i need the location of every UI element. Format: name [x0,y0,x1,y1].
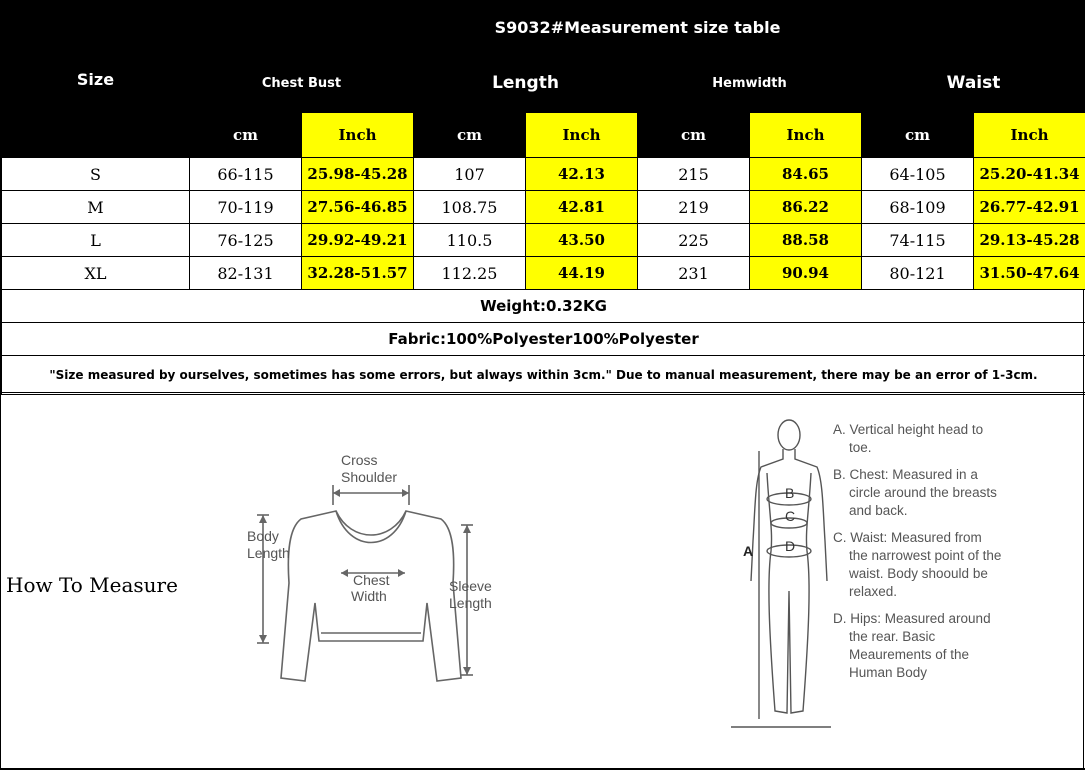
size-cell: M [2,191,190,224]
hem-cm-cell: 215 [638,158,750,191]
weight-text: Weight:0.32KG [2,290,1085,323]
table-title: S9032#Measurement size table [190,1,1085,54]
waist-inch-cell: 31.50-47.64 [974,257,1085,290]
table-row [2,257,1085,290]
unit-cm: cm [638,113,750,158]
size-table [1,0,1085,395]
length-inch-cell: 43.50 [526,224,638,257]
body-length-label-1: Body [247,528,279,544]
waist-inch-cell: 25.20-41.34 [974,158,1085,191]
chest-inch-cell: 32.28-51.57 [302,257,414,290]
unit-cm: cm [190,113,302,158]
length-cm-cell: 107 [414,158,526,191]
unit-cm: cm [862,113,974,158]
sleeve-length-label-1: Sleeve [449,578,492,594]
length-inch-cell: 44.19 [526,257,638,290]
hem-inch-cell: 84.65 [750,158,862,191]
length-cm-cell: 112.25 [414,257,526,290]
table-row [2,158,1085,191]
sleeve-length-label-2: Length [449,595,492,611]
how-to-measure-heading: How To Measure [6,573,178,597]
waist-cm-cell: 68-109 [862,191,974,224]
label-c: C [785,508,796,524]
body-diagram [731,411,831,741]
size-cell: S [2,158,190,191]
table-row [2,224,1085,257]
length-cm-cell: 110.5 [414,224,526,257]
waist-inch-cell: 26.77-42.91 [974,191,1085,224]
measure-legend [833,421,1003,691]
hem-cm-cell: 219 [638,191,750,224]
label-b: B [785,485,795,501]
size-note: "Size measured by ourselves, sometimes has some errors, but always within 3cm." Due to manual measurement, there may be an error of 1-3cm. [2,356,1085,395]
chest-cm-cell: 76-125 [190,224,302,257]
waist-cm-cell: 64-105 [862,158,974,191]
unit-cm: cm [414,113,526,158]
how-to-measure-section [1,392,1085,770]
unit-inch: Inch [750,113,862,158]
chest-cm-cell: 70-119 [190,191,302,224]
size-cell: XL [2,257,190,290]
length-cm-cell: 108.75 [414,191,526,224]
sweater-diagram [241,453,511,693]
group-header-waist: Waist [862,54,1085,113]
length-inch-cell: 42.81 [526,191,638,224]
group-header-length: Length [414,54,638,113]
cross-shoulder-label-1: Cross [341,453,378,468]
cross-shoulder-label-2: Shoulder [341,469,398,485]
chest-inch-cell: 29.92-49.21 [302,224,414,257]
legend-item-d: D. Hips: Measured around the rear. Basic Meaurements of the Human Body [833,611,991,680]
legend-item-b: B. Chest: Measured in a circle around the breasts and back. [833,467,997,518]
waist-cm-cell: 74-115 [862,224,974,257]
unit-inch: Inch [302,113,414,158]
chest-width-label-1: Chest [353,572,390,588]
waist-cm-cell: 80-121 [862,257,974,290]
hem-inch-cell: 88.58 [750,224,862,257]
length-inch-cell: 42.13 [526,158,638,191]
head-shape [778,420,800,450]
legend-item-a: A. Vertical height head to toe. [833,422,984,455]
chest-width-label-2: Width [351,588,387,604]
unit-inch: Inch [526,113,638,158]
label-a: A [743,543,754,559]
table-row [2,191,1085,224]
hem-inch-cell: 90.94 [750,257,862,290]
group-header-chest: Chest Bust [190,54,414,113]
hem-cm-cell: 231 [638,257,750,290]
label-d: D [785,538,796,554]
legend-item-c: C. Waist: Measured from the narrowest point of the waist. Body shoould be relaxed. [833,530,1002,599]
waist-inch-cell: 29.13-45.28 [974,224,1085,257]
hem-cm-cell: 225 [638,224,750,257]
sweater-neckline [336,511,406,543]
chest-inch-cell: 27.56-46.85 [302,191,414,224]
body-length-label-2: Length [247,545,290,561]
size-header: Size [2,1,190,158]
chest-cm-cell: 66-115 [190,158,302,191]
hem-inch-cell: 86.22 [750,191,862,224]
unit-inch: Inch [974,113,1085,158]
fabric-text: Fabric:100%Polyester100%Polyester [2,323,1085,356]
chest-inch-cell: 25.98-45.28 [302,158,414,191]
size-cell: L [2,224,190,257]
group-header-hemwidth: Hemwidth [638,54,862,113]
chest-cm-cell: 82-131 [190,257,302,290]
